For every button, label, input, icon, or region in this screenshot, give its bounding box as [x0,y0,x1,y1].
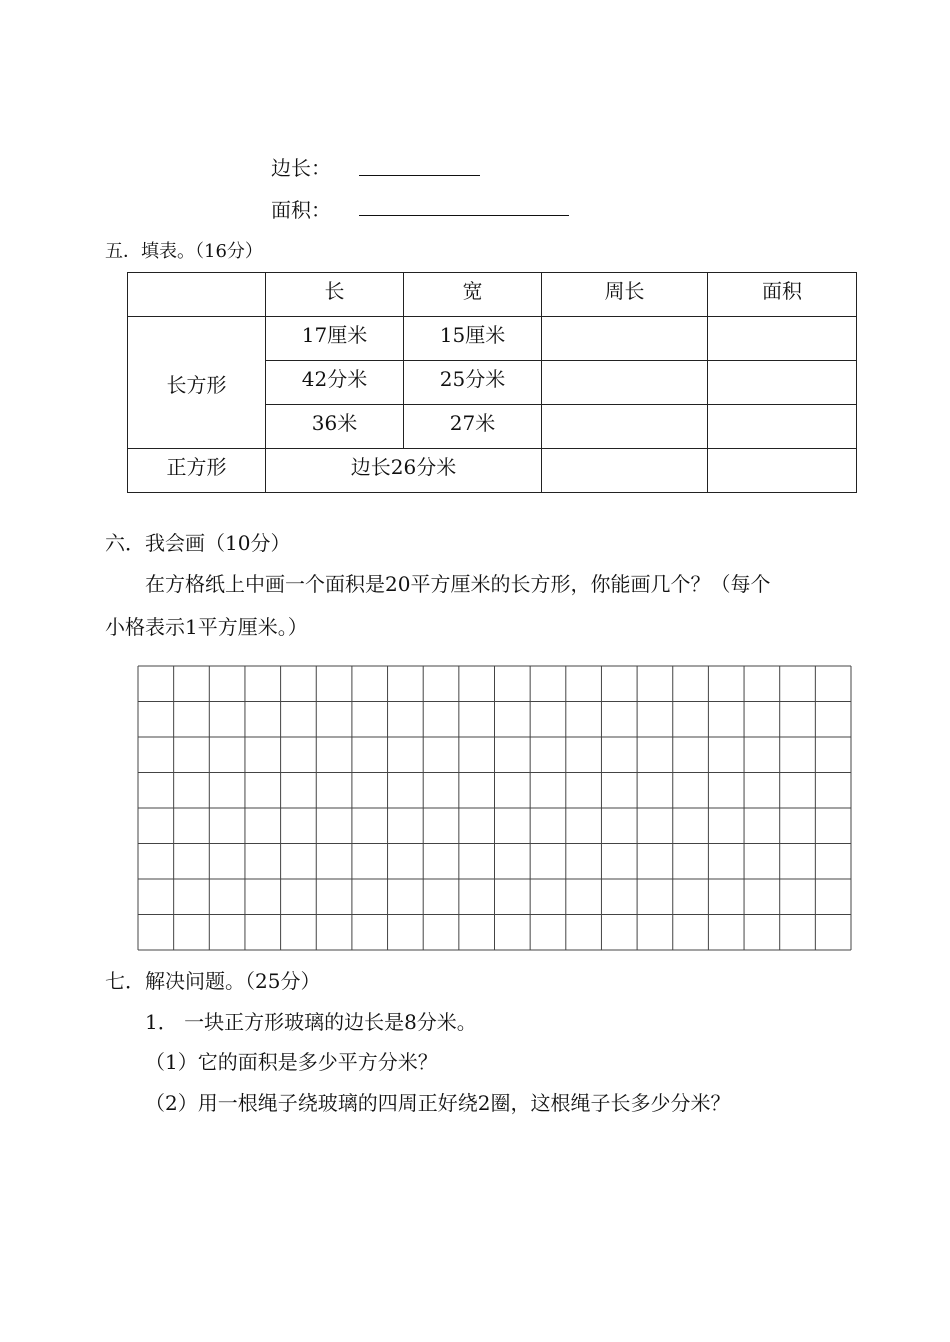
answer-cell[interactable] [708,361,857,405]
table-header-cell: 宽 [404,273,542,317]
table-cell: 25分米 [404,361,542,405]
table-header-cell [128,273,266,317]
table-header-cell: 长 [266,273,404,317]
square-label: 正方形 [128,449,266,493]
table-header-cell: 面积 [708,273,857,317]
side-length-blank[interactable] [359,175,480,176]
question-1-part-1: （1）它的面积是多少平方分米？ [145,1050,438,1074]
section-6-line-2: 小格表示1平方厘米。） [105,615,308,639]
table-cell: 15厘米 [404,317,542,361]
square-side-cell: 边长26分米 [266,449,542,493]
answer-cell[interactable] [542,449,708,493]
answer-cell[interactable] [708,449,857,493]
section-5-title: 五．填表。（16分） [105,241,263,262]
table-header-row [128,273,857,317]
section-6-line-1: 在方格纸上中画一个面积是20平方厘米的长方形，你能画几个？（每个 [145,572,771,596]
table-row [128,449,857,493]
area-label: 面积： [271,198,331,222]
fill-table [127,272,857,493]
answer-cell[interactable] [708,405,857,449]
table-cell: 27米 [404,405,542,449]
side-length-label: 边长： [271,156,331,180]
table-cell: 36米 [266,405,404,449]
area-blank[interactable] [359,215,569,216]
table-row [128,317,857,361]
section-7-title: 七．解决问题。（25分） [105,969,321,993]
table-cell: 17厘米 [266,317,404,361]
answer-cell[interactable] [542,405,708,449]
section-6-title: 六．我会画（10分） [105,531,291,555]
rectangle-label: 长方形 [128,317,266,449]
table-cell: 42分米 [266,361,404,405]
question-1: 1． 一块正方形玻璃的边长是8分米。 [145,1010,477,1034]
drawing-grid[interactable] [137,665,852,951]
question-1-part-2: （2）用一根绳子绕玻璃的四周正好绕2圈，这根绳子长多少分米？ [145,1091,731,1115]
answer-cell[interactable] [708,317,857,361]
table-header-cell: 周长 [542,273,708,317]
answer-cell[interactable] [542,361,708,405]
answer-cell[interactable] [542,317,708,361]
